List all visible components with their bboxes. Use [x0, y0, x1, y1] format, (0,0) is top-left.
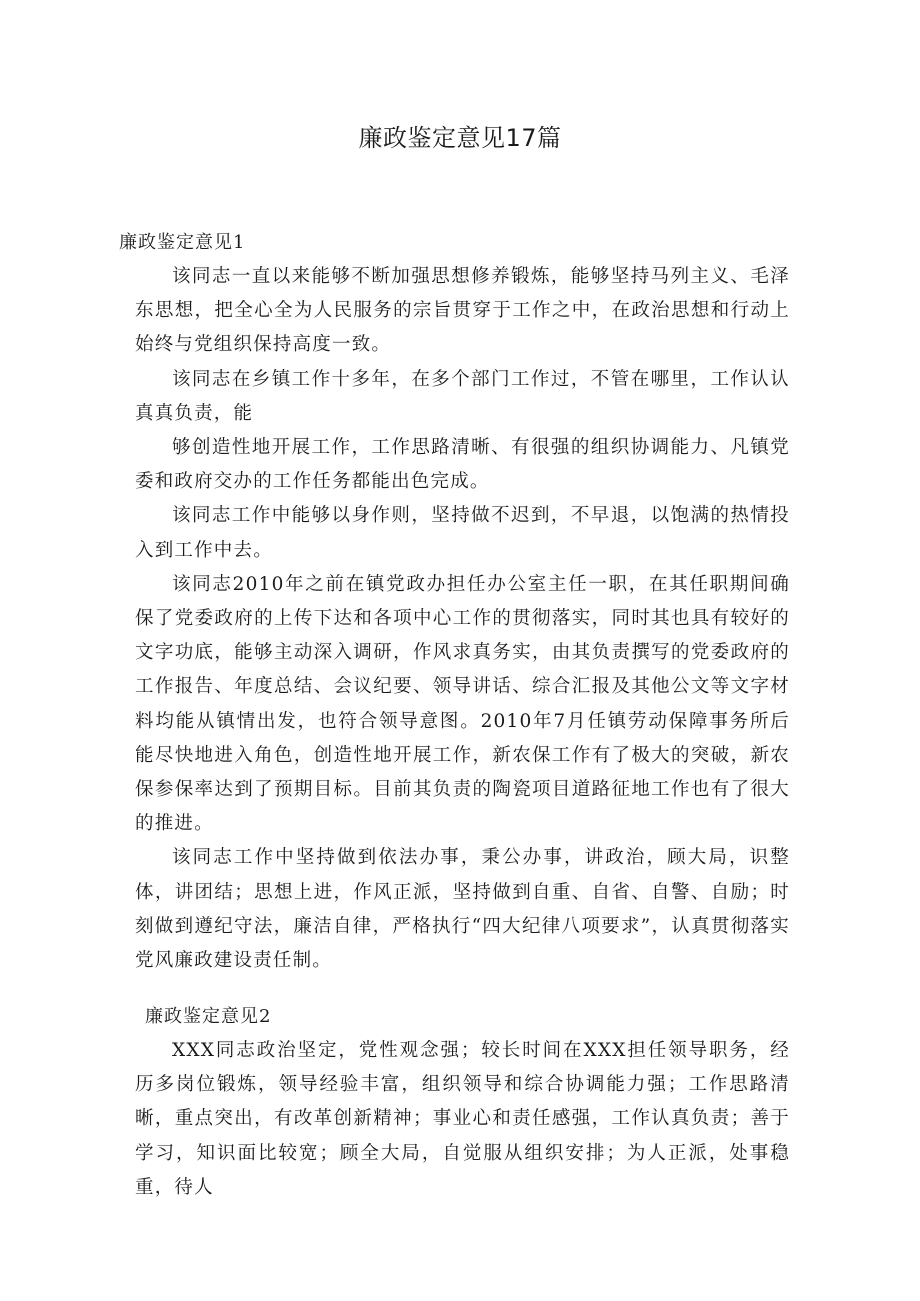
paragraph: 该同志在乡镇工作十多年，在多个部门工作过，不管在哪里，工作认认真真负责，能: [135, 368, 790, 424]
section-heading: 廉政鉴定意见2: [145, 1006, 272, 1027]
paragraph: 够创造性地开展工作，工作思路清晰、有很强的组织协调能力、凡镇党委和政府交办的工作任务都能出色完成。: [135, 437, 790, 493]
section-1: [119, 226, 790, 978]
paragraph: 该同志工作中能够以身作则，坚持做不迟到，不早退，以饱满的热情投入到工作中去。: [135, 505, 790, 561]
document-title: 廉政鉴定意见17篇: [358, 124, 562, 152]
paragraph: 该同志工作中坚持做到依法办事，秉公办事，讲政治，顾大局，识整体，讲团结；思想上进，作风正派，坚持做到自重、自省、自警、自励；时刻做到遵纪守法，廉洁自律，严格执行“四大纪律八项要求”，认真贯彻落实党风廉政建设责任制。: [135, 847, 790, 972]
paragraph: XXX同志政治坚定，党性观念强；较长时间在XXX担任领导职务，经历多岗位锻炼，领导经验丰富，组织领导和综合协调能力强；工作思路清晰，重点突出，有改革创新精神；事业心和责任感强，工作认真负责；善于学习，知识面比较宽；顾全大局，自觉服从组织安排；为人正派，处事稳重，待人: [135, 1040, 790, 1198]
section-2: [135, 1000, 790, 1205]
paragraph: 该同志一直以来能够不断加强思想修养锻炼，能够坚持马列主义、毛泽东思想，把全心全为人民服务的宗旨贯穿于工作之中，在政治思想和行动上始终与党组织保持高度一致。: [135, 266, 790, 356]
section-heading: 廉政鉴定意见1: [119, 232, 246, 253]
paragraph: 该同志2010年之前在镇党政办担任办公室主任一职，在其任职期间确保了党委政府的上传下达和各项中心工作的贯彻落实，同时其也具有较好的文字功底，能够主动深入调研，作风求真务实，由其负责撰写的党委政府的工作报告、年度总结、会议纪要、领导讲话、综合汇报及其他公文等文字材料均能从镇情出发，也符合领导意图。2010年7月任镇劳动保障事务所后能尽快地进入角色，创造性地开展工作，新农保工作有了极大的突破，新农保参保率达到了预期目标。目前其负责的陶瓷项目道路征地工作也有了很大的推进。: [135, 573, 790, 835]
